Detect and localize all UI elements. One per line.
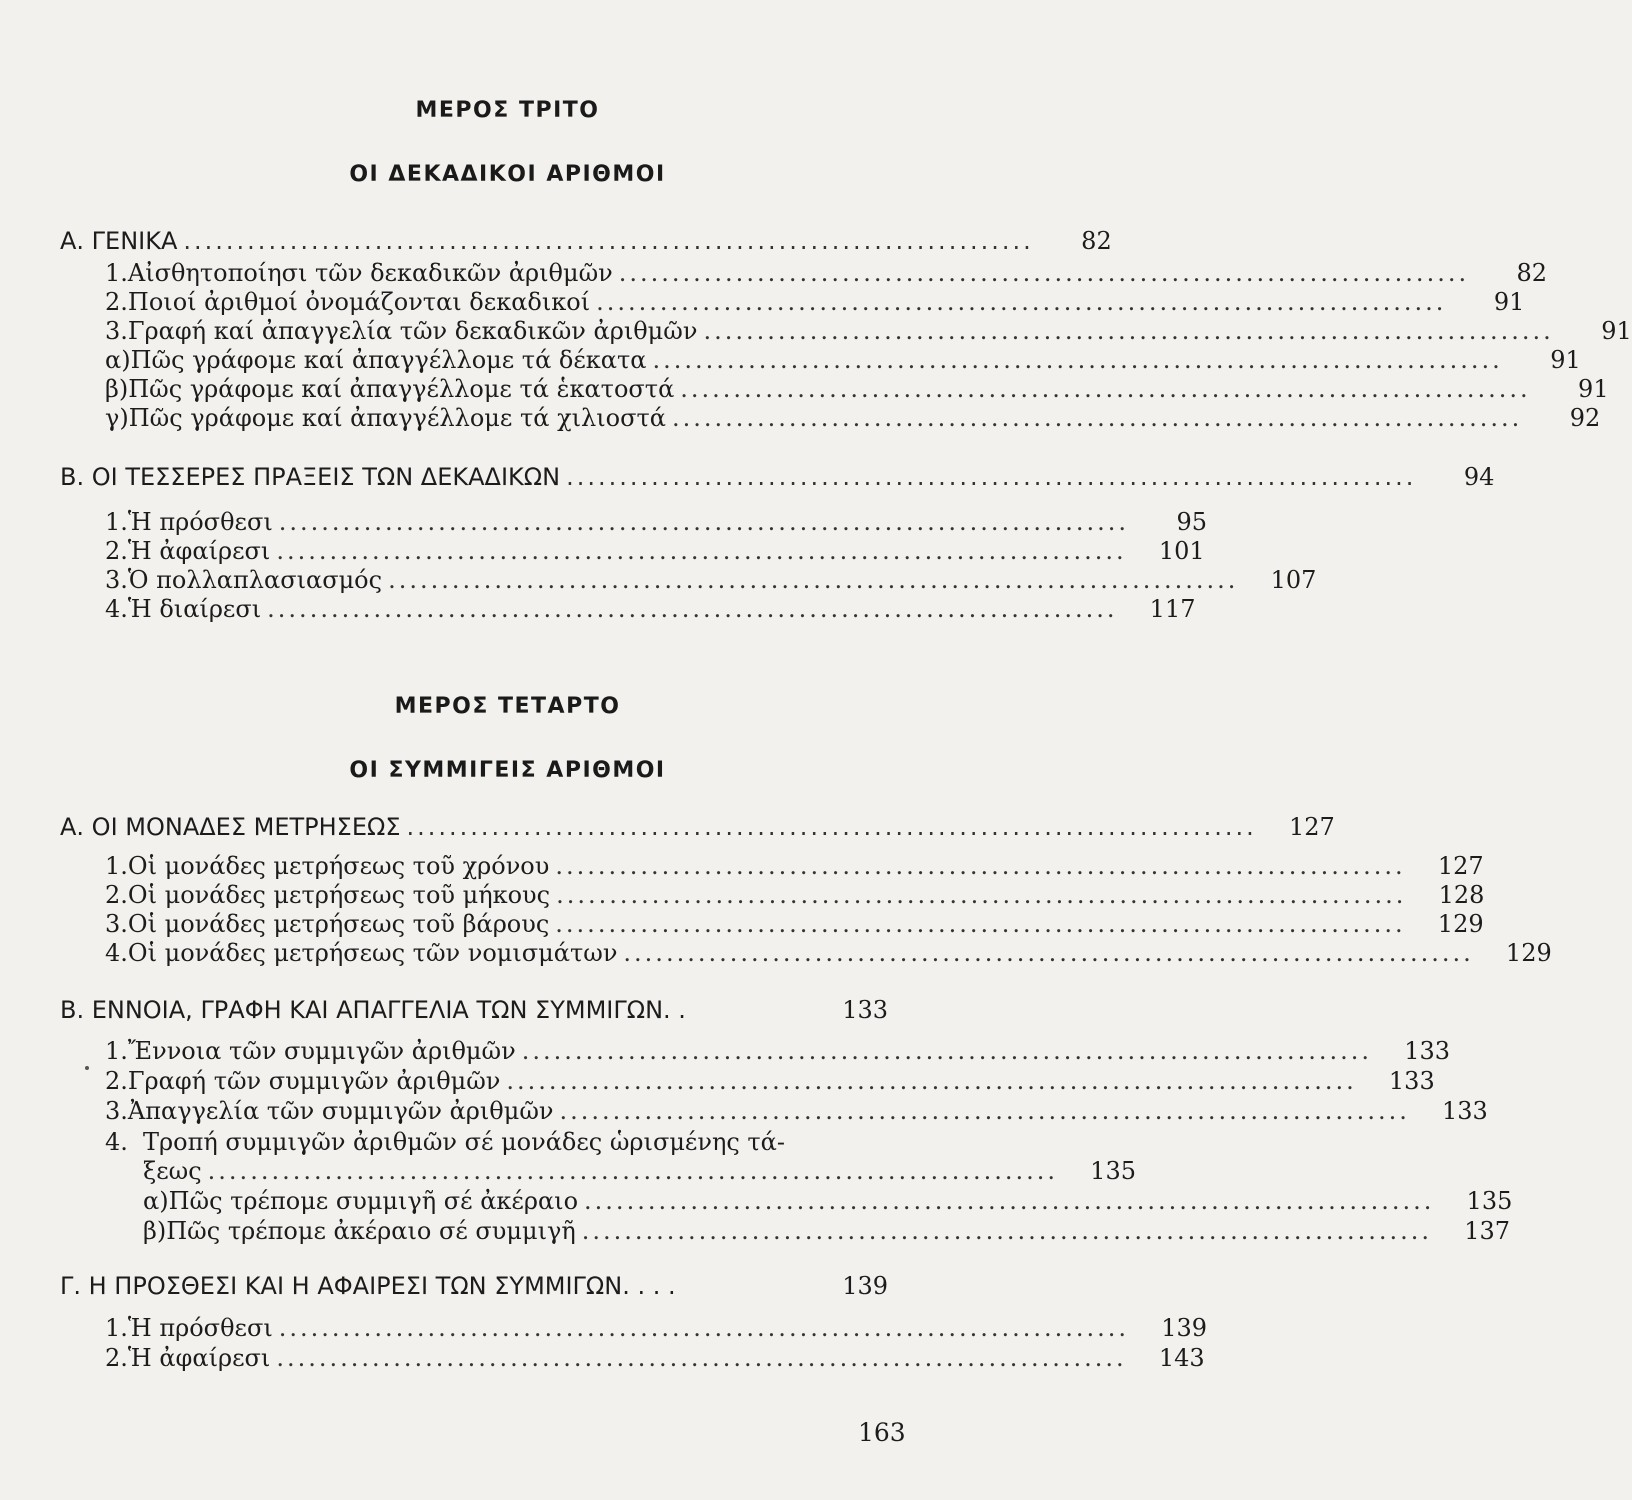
- page-number: 133: [1442, 1097, 1488, 1125]
- page-number: 91: [1601, 317, 1632, 345]
- print-speck: [85, 1066, 89, 1070]
- page-number: 92: [1569, 404, 1601, 432]
- leader-dots: ................................................................................: [276, 537, 1127, 565]
- entry-number: α): [143, 1187, 169, 1215]
- entry-number: 1.: [105, 259, 128, 287]
- entry-text: Ἡ ἀφαίρεσι: [127, 1344, 271, 1372]
- leader-dots: ................................................................................: [559, 1097, 1410, 1125]
- entry-number: 3.: [105, 1097, 128, 1125]
- leader-dots: ................................................................................: [556, 881, 1407, 909]
- page-number: 101: [1158, 537, 1205, 565]
- leader-dots: ................................................................................: [506, 1067, 1357, 1095]
- toc-entry: [105, 1127, 785, 1157]
- toc-section: [60, 462, 1495, 492]
- page-number: 129: [1505, 939, 1552, 967]
- entry-number: 3.: [105, 566, 128, 594]
- toc-subentry: [105, 403, 1601, 433]
- page-number: 128: [1438, 881, 1485, 909]
- page-number: 137: [1464, 1217, 1511, 1245]
- toc-entry: [105, 1036, 1451, 1066]
- entry-number: 4.: [105, 595, 128, 623]
- leader-dots: ................................................................................: [555, 852, 1406, 880]
- entry-text: Γραφή καί ἀπαγγελία τῶν δεκαδικῶν ἀριθμῶν: [127, 317, 698, 345]
- part4-subtitle: ΟΙ ΣΥΜΜΙΓΕΙΣ ΑΡΙΘΜΟΙ: [349, 758, 666, 783]
- entry-number: 1.: [105, 852, 128, 880]
- page-number: 94: [1463, 463, 1495, 491]
- page-number: 143: [1158, 1344, 1205, 1372]
- entry-text: Οἱ μονάδες μετρήσεως τοῦ βάρους: [127, 910, 550, 938]
- entry-number: 2.: [105, 881, 128, 909]
- toc-entry: [105, 880, 1485, 910]
- toc-subentry: [143, 1186, 1513, 1216]
- leader-dots: ................................................................................: [406, 813, 1257, 841]
- toc-subentry: [105, 345, 1581, 375]
- toc-entry: [105, 287, 1525, 317]
- page-number: 133: [842, 996, 888, 1024]
- page-number: 82: [1516, 259, 1548, 287]
- toc-entry: [105, 851, 1484, 881]
- entry-number: 3.: [105, 317, 128, 345]
- leader-dots: ................................................................................: [584, 1187, 1435, 1215]
- page-number: 133: [1388, 1067, 1435, 1095]
- leader-dots: ................................................................................: [618, 259, 1470, 287]
- entry-text: Οἱ μονάδες μετρήσεως τῶν νομισμάτων: [127, 939, 618, 967]
- entry-number: 2.: [105, 1067, 128, 1095]
- entry-number: 4.: [105, 1128, 128, 1156]
- entry-number: γ): [105, 404, 129, 432]
- toc-entry: [105, 1066, 1435, 1096]
- entry-text: Ἡ διαίρεσι: [127, 595, 262, 623]
- toc-section: [60, 1271, 888, 1301]
- entry-text: Ποιοί ἀριθμοί ὀνομάζονται δεκαδικοί: [127, 288, 591, 316]
- entry-text: Οἱ μονάδες μετρήσεως τοῦ χρόνου: [127, 852, 550, 880]
- entry-text: Τροπή συμμιγῶν ἀριθμῶν σέ μονάδες ὡρισμένης τά-: [143, 1128, 785, 1156]
- page-number: 127: [1289, 813, 1335, 841]
- entry-text: Οἱ μονάδες μετρήσεως τοῦ μήκους: [127, 881, 551, 909]
- leader-dots: ................................................................................: [521, 1037, 1373, 1065]
- page-number: 135: [1466, 1187, 1513, 1215]
- entry-number: 1.: [105, 1037, 128, 1065]
- toc-subentry: [105, 374, 1609, 404]
- entry-text: Πῶς γράφομε καί ἀπαγγέλλομε τά ἑκατοστά: [128, 375, 675, 403]
- leader-dots: ................................................................................: [671, 404, 1523, 432]
- leader-dots: ................................................................................: [581, 1217, 1433, 1245]
- page-number: 91: [1493, 288, 1525, 316]
- entry-number: 4.: [105, 939, 128, 967]
- entry-text: Πῶς τρέπομε συμμιγῆ σέ ἀκέραιο: [168, 1187, 579, 1215]
- part3-subtitle: ΟΙ ΔΕΚΑΔΙΚΟΙ ΑΡΙΘΜΟΙ: [349, 162, 666, 187]
- entry-number: 1.: [105, 508, 128, 536]
- toc-entry: [105, 1096, 1488, 1126]
- page-number: 129: [1437, 910, 1484, 938]
- entry-text: ξεως: [143, 1157, 202, 1185]
- toc-section: [60, 812, 1335, 842]
- toc-section: [60, 226, 1112, 256]
- entry-number: 2.: [105, 288, 128, 316]
- leader-dots: ................................................................................: [703, 317, 1554, 345]
- leader-dots: ................................................................................: [623, 939, 1474, 967]
- entry-text: Ὁ πολλαπλασιασμός: [127, 566, 383, 594]
- entry-text: Ἡ πρόσθεσι: [127, 508, 273, 536]
- toc-entry: [105, 565, 1317, 595]
- toc-entry: [105, 507, 1208, 537]
- leader-dots: ................................................................................: [388, 566, 1239, 594]
- leader-dots: ................................................................................: [566, 463, 1417, 491]
- page-number: 95: [1176, 508, 1208, 536]
- entry-number: 2.: [105, 537, 128, 565]
- page-number: 91: [1578, 375, 1609, 403]
- entry-text: Αἰσθητοποίησι τῶν δεκαδικῶν ἀριθμῶν: [127, 259, 613, 287]
- entry-text: Πῶς γράφομε καί ἀπαγγέλλομε τά δέκατα: [130, 346, 647, 374]
- toc-entry: [105, 938, 1552, 968]
- entry-number: β): [143, 1217, 167, 1245]
- leader-dots: ................................................................................: [278, 1314, 1130, 1342]
- entry-text: Ἡ ἀφαίρεσι: [127, 537, 271, 565]
- entry-text: Ἀπαγγελία τῶν συμμιγῶν ἀριθμῶν: [127, 1097, 554, 1125]
- section-label: Β. ΟΙ ΤΕΣΣΕΡΕΣ ΠΡΑΞΕΙΣ ΤΩΝ ΔΕΚΑΔΙΚΩΝ: [60, 463, 561, 491]
- toc-entry: [105, 594, 1196, 624]
- entry-number: 2.: [105, 1344, 128, 1372]
- entry-number: 1.: [105, 1314, 128, 1342]
- toc-entry: [105, 909, 1484, 939]
- entry-number: 3.: [105, 910, 128, 938]
- toc-entry: [105, 316, 1632, 346]
- part3-title: ΜΕΡΟΣ ΤΡΙΤΟ: [415, 98, 600, 123]
- toc-section: [60, 995, 888, 1025]
- entry-text: Πῶς γράφομε καί ἀπαγγέλλομε τά χιλιοστά: [128, 404, 666, 432]
- page-number: 135: [1090, 1157, 1136, 1185]
- section-label: Γ. Η ΠΡΟΣΘΕΣΙ ΚΑΙ Η ΑΦΑΙΡΕΣΙ ΤΩΝ ΣΥΜΜΙΓΩΝ. . . .: [60, 1272, 676, 1300]
- section-label: Β. ΕΝΝΟΙΑ, ΓΡΑΦΗ ΚΑΙ ΑΠΑΓΓΕΛΙΑ ΤΩΝ ΣΥΜΜΙΓΩΝ. .: [60, 996, 686, 1024]
- toc-entry: [105, 1343, 1205, 1373]
- page-number: 82: [1081, 227, 1112, 255]
- toc-entry: [105, 258, 1548, 288]
- leader-dots: ................................................................................: [183, 227, 1034, 255]
- entry-number: β): [105, 375, 129, 403]
- page-number: 127: [1437, 852, 1484, 880]
- leader-dots: ................................................................................: [680, 375, 1531, 403]
- leader-dots: ................................................................................: [596, 288, 1447, 316]
- page-number: 107: [1270, 566, 1317, 594]
- section-label: Α. ΟΙ ΜΟΝΑΔΕΣ ΜΕΤΡΗΣΕΩΣ: [60, 813, 401, 841]
- toc-subentry: [143, 1216, 1511, 1246]
- leader-dots: ................................................................................: [267, 595, 1118, 623]
- page-number: 133: [1404, 1037, 1451, 1065]
- entry-text: Πῶς τρέπομε ἀκέραιο σέ συμμιγῆ: [166, 1217, 576, 1245]
- page-folio: 163: [858, 1418, 906, 1447]
- section-label: Α. ΓΕΝΙΚΑ: [60, 227, 178, 255]
- leader-dots: ................................................................................: [207, 1157, 1058, 1185]
- leader-dots: ................................................................................: [555, 910, 1406, 938]
- page-number: 117: [1149, 595, 1196, 623]
- part4-title: ΜΕΡΟΣ ΤΕΤΑΡΤΟ: [394, 694, 621, 719]
- entry-text: Γραφή τῶν συμμιγῶν ἀριθμῶν: [127, 1067, 501, 1095]
- leader-dots: ................................................................................: [276, 1344, 1127, 1372]
- entry-text: Ἔννοια τῶν συμμιγῶν ἀριθμῶν: [127, 1037, 516, 1065]
- page-number: 91: [1550, 346, 1581, 374]
- toc-entry: [105, 1313, 1208, 1343]
- leader-dots: ................................................................................: [278, 508, 1130, 536]
- toc-entry-continuation: [143, 1156, 1136, 1186]
- toc-entry: [105, 536, 1205, 566]
- leader-dots: ................................................................................: [652, 346, 1503, 374]
- page-number: 139: [842, 1272, 888, 1300]
- entry-text: Ἡ πρόσθεσι: [127, 1314, 273, 1342]
- entry-number: α): [105, 346, 131, 374]
- page-number: 139: [1161, 1314, 1208, 1342]
